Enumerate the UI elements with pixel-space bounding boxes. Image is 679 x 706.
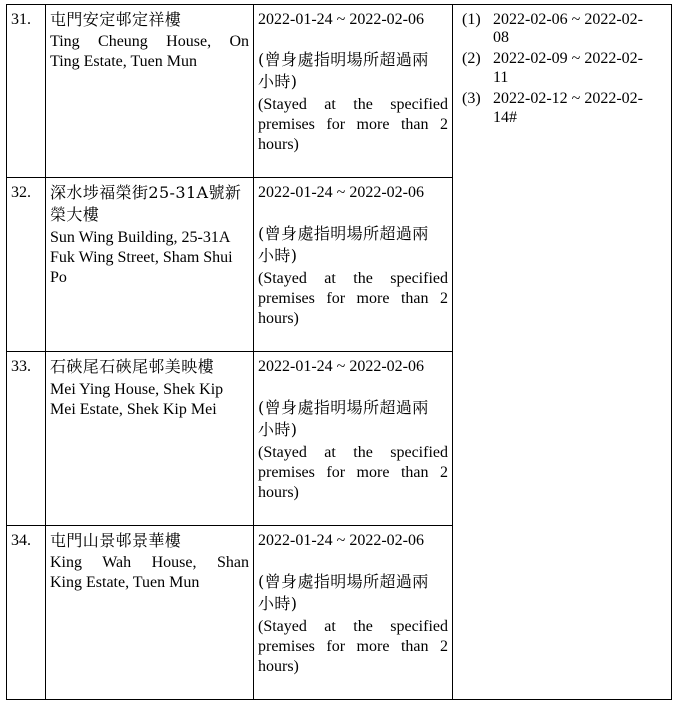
- note-zh-line: (曾身處指明場所超過兩: [258, 398, 429, 417]
- date-item-range-cont: 11: [493, 69, 509, 86]
- exposure-period: 2022-01-24 ~ 2022-02-06: [258, 184, 424, 201]
- exposure-period: 2022-01-24 ~ 2022-02-06: [258, 532, 424, 549]
- building-name-en-line: King Estate, Tuen Mun: [50, 574, 200, 591]
- column-divider-1: [45, 4, 46, 700]
- note-zh-line: 小時): [258, 246, 298, 265]
- date-item-range-cont: 08: [493, 29, 509, 46]
- building-name-zh-line: 深水埗福榮街25-31A號新: [50, 183, 242, 202]
- building-name-en-line: Ting Cheung House, On: [50, 33, 249, 50]
- building-name-en-line: King Wah House, Shan: [50, 554, 249, 571]
- row-number: 31.: [11, 11, 31, 28]
- building-name-zh: 屯門山景邨景華樓: [50, 531, 182, 550]
- note-en-line: hours): [258, 658, 299, 675]
- date-item-range: 2022-02-12 ~ 2022-02-: [493, 90, 643, 107]
- building-name-en-line: Mei Estate, Shek Kip Mei: [50, 401, 217, 418]
- column-divider-3: [452, 4, 453, 700]
- note-en-line: premises for more than 2: [258, 638, 448, 655]
- note-zh-line: 小時): [258, 420, 298, 439]
- row-number: 32.: [11, 184, 31, 201]
- note-en-line: premises for more than 2: [258, 464, 448, 481]
- row-divider-3: [6, 525, 453, 526]
- note-en-line: hours): [258, 136, 299, 153]
- building-name-zh: 屯門安定邨定祥樓: [50, 10, 182, 29]
- building-name-en-line: Sun Wing Building, 25-31A: [50, 229, 231, 246]
- building-name-en-line: Po: [50, 269, 67, 286]
- row-number: 33.: [11, 358, 31, 375]
- note-zh-line: 小時): [258, 594, 298, 613]
- note-zh-line: (曾身處指明場所超過兩: [258, 572, 429, 591]
- table-border-left: [6, 4, 7, 700]
- building-name-zh-line: 榮大樓: [50, 205, 100, 224]
- table-border-bottom: [6, 699, 672, 700]
- date-item-index: (1): [462, 11, 481, 28]
- date-item-range: 2022-02-09 ~ 2022-02-: [493, 50, 643, 67]
- note-en-line: premises for more than 2: [258, 290, 448, 307]
- note-en-line: hours): [258, 310, 299, 327]
- note-en-line: (Stayed at the specified: [258, 270, 448, 287]
- note-en-line: hours): [258, 484, 299, 501]
- row-divider-1: [6, 177, 453, 178]
- row-number: 34.: [11, 532, 31, 549]
- building-name-en-line: Mei Ying House, Shek Kip: [50, 381, 224, 398]
- date-item-index: (3): [462, 90, 481, 107]
- table-border-right: [671, 4, 672, 700]
- building-name-en-line: Fuk Wing Street, Sham Shui: [50, 249, 233, 266]
- note-zh-line: (曾身處指明場所超過兩: [258, 50, 429, 69]
- table-border-top: [6, 4, 672, 5]
- note-en-line: (Stayed at the specified: [258, 618, 448, 635]
- date-item-index: (2): [462, 50, 481, 67]
- note-zh-line: 小時): [258, 72, 298, 91]
- note-en-line: (Stayed at the specified: [258, 444, 448, 461]
- note-en-line: premises for more than 2: [258, 116, 448, 133]
- exposure-period: 2022-01-24 ~ 2022-02-06: [258, 358, 424, 375]
- building-name-zh: 石硤尾石硤尾邨美映樓: [50, 357, 215, 376]
- note-zh-line: (曾身處指明場所超過兩: [258, 224, 429, 243]
- note-en-line: (Stayed at the specified: [258, 96, 448, 113]
- building-name-en-line: Ting Estate, Tuen Mun: [50, 53, 197, 70]
- row-divider-2: [6, 351, 453, 352]
- column-divider-2: [253, 4, 254, 700]
- exposure-period: 2022-01-24 ~ 2022-02-06: [258, 11, 424, 28]
- date-item-range-cont: 14#: [493, 109, 517, 126]
- date-item-range: 2022-02-06 ~ 2022-02-: [493, 11, 643, 28]
